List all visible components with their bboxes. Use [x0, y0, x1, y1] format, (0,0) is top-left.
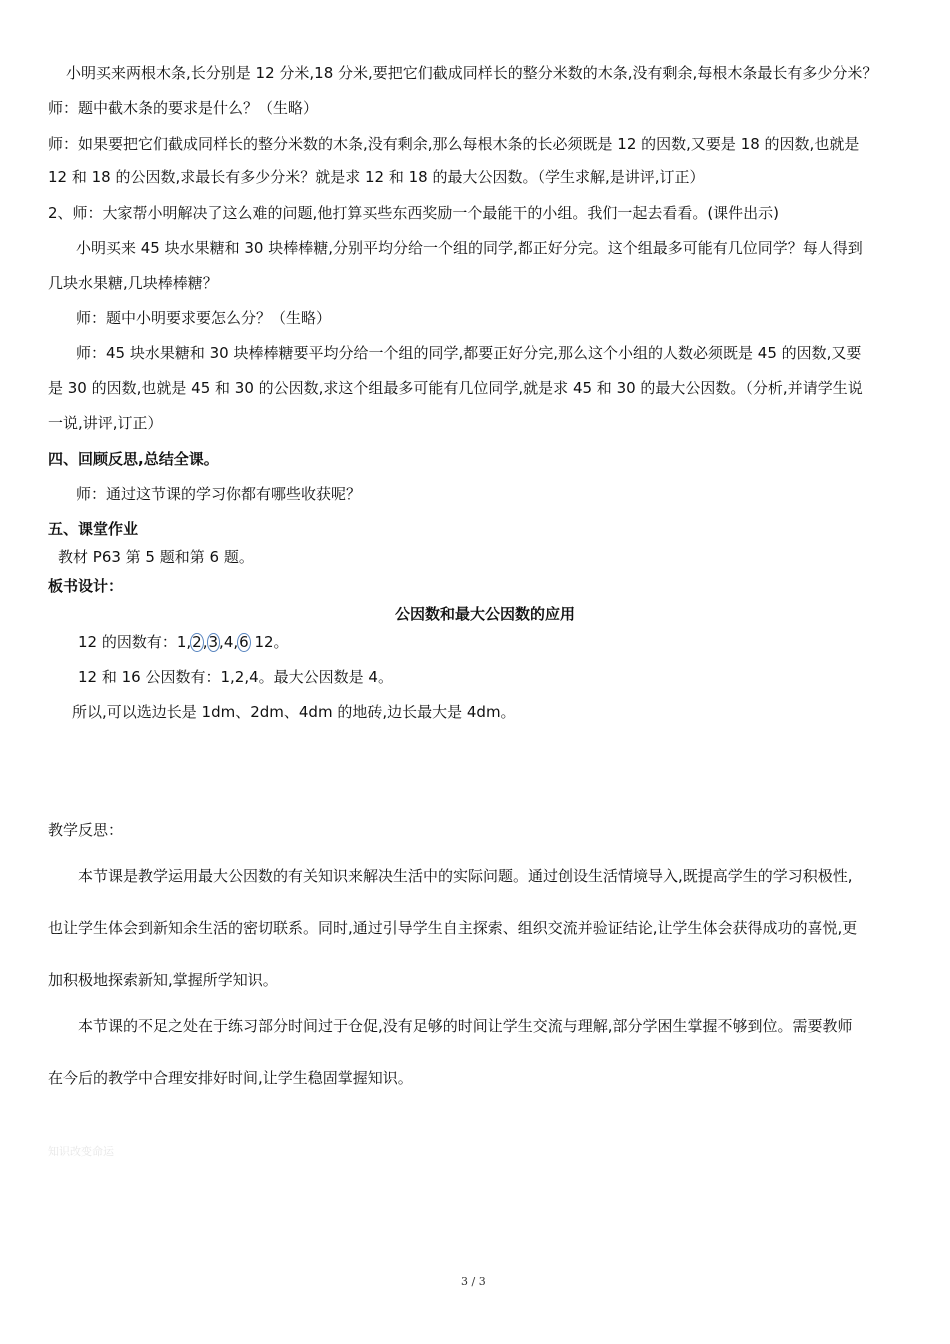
teacher-question-1: 师：题中截木条的要求是什么？（生略）: [48, 99, 319, 117]
board-title: 公因数和最大公因数的应用: [395, 605, 576, 623]
reflection-para-2a: 本节课的不足之处在于练习部分时间过于仓促,没有足够的时间让学生交流与理解,部分学困生掌握不够到位。需要教师: [78, 1017, 853, 1035]
board-design-heading: 板书设计：: [48, 577, 124, 595]
conclusion-line: 所以,可以选边长是 1dm、2dm、4dm 的地砖,边长最大是 4dm。: [72, 703, 516, 721]
circled-factor-6: 6: [239, 633, 249, 651]
circled-factor-2: 2: [192, 633, 202, 651]
teacher-explain-1a: 师：如果要把它们截成同样长的整分米数的木条,没有剩余,那么每根木条的长必须既是 12 的因数,又要是 18 的因数,也就是: [48, 135, 860, 153]
section-heading-4: 四、回顾反思,总结全课。: [48, 450, 219, 468]
factors-comma: ,: [202, 633, 208, 651]
teacher-question-3: 师：通过这节课的学习你都有哪些收获呢？: [76, 485, 362, 503]
page-number: 3 / 3: [461, 1275, 486, 1288]
paragraph-problem-2a: 小明买来 45 块水果糖和 30 块棒棒糖,分别平均分给一个组的同学,都正好分完。这个组最多可能有几位同学？每人得到: [76, 239, 863, 257]
common-factors-line: 12 和 16 公因数有：1,2,4。最大公因数是 4。: [78, 668, 393, 686]
circled-factor-3: 3: [208, 633, 219, 651]
teacher-question-2: 师：题中小明要求要怎么分？（生略）: [76, 309, 332, 327]
reflection-para-2b: 在今后的教学中合理安排好时间,让学生稳固掌握知识。: [48, 1069, 413, 1087]
section-heading-5: 五、课堂作业: [48, 520, 139, 538]
reflection-para-1b: 也让学生体会到新知余生活的密切联系。同时,通过引导学生自主探索、组织交流并验证结论,让学生体会获得成功的喜悦,更: [48, 919, 858, 937]
paragraph-problem-2b: 几块水果糖,几块棒棒糖？: [48, 274, 218, 292]
teacher-explain-2c: 一说,讲评,订正）: [48, 414, 163, 432]
reflection-para-1a: 本节课是教学运用最大公因数的有关知识来解决生活中的实际问题。通过创设生活情境导入,既提高学生的学习积极性,: [78, 867, 853, 885]
factors-suffix: 12。: [249, 633, 289, 651]
factors-line: [78, 632, 289, 652]
teacher-explain-2a: 师：45 块水果糖和 30 块棒棒糖要平均分给一个组的同学,都要正好分完,那么这个小组的人数必须既是 45 的因数,又要: [76, 344, 862, 362]
teacher-explain-2b: 是 30 的因数,也就是 45 和 30 的公因数,求这个组最多可能有几位同学,就是求 45 和 30 的最大公因数。（分析,并请学生说: [48, 379, 863, 397]
homework-text: 教材 P63 第 5 题和第 6 题。: [58, 548, 254, 566]
teacher-explain-1b: 12 和 18 的公因数,求最长有多少分米？就是求 12 和 18 的最大公因数。（学生求解,是讲评,订正）: [48, 168, 705, 186]
factors-prefix: 12 的因数有：1,: [78, 633, 192, 651]
paragraph-item-2: 2、师：大家帮小明解决了这么难的问题,他打算买些东西奖励一个最能干的小组。我们一起去看看。(课件出示): [48, 204, 780, 222]
watermark-text: 知识改变命运: [48, 1145, 114, 1158]
reflection-heading: 教学反思：: [48, 821, 124, 839]
reflection-para-1c: 加积极地探索新知,掌握所学知识。: [48, 971, 278, 989]
factors-mid: ,4,: [219, 633, 239, 651]
paragraph-problem-1: 小明买来两根木条,长分别是 12 分米,18 分米,要把它们截成同样长的整分米数的木条,没有剩余,每根木条最长有多少分米？: [66, 64, 878, 82]
